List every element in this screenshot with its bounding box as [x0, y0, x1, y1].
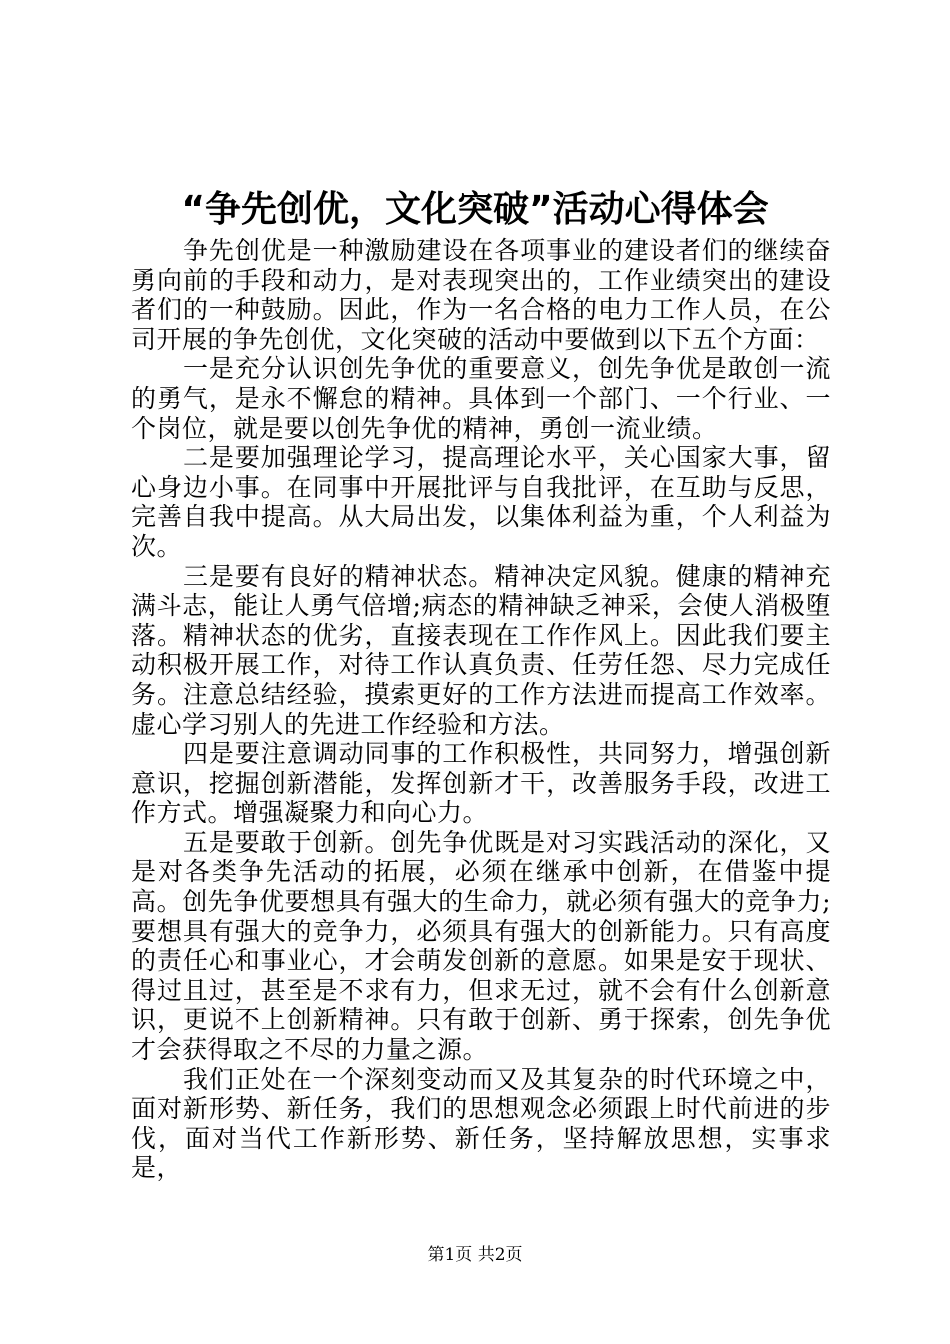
page-title: “争先创优，文化突破”活动心得体会 [181, 189, 769, 230]
paragraph-point-1: 一是充分认识创先争优的重要意义，创先争优是敢创一流的勇气，是永不懈怠的精神。具体到一个部门、一个行业、一个岗位，就是要以创先争优的精神，勇创一流业绩。 [131, 354, 831, 443]
paragraph-point-5: 五是要敢于创新。创先争优既是对习实践活动的深化，又是对各类争先活动的拓展，必须在继承中创新，在借鉴中提高。创先争优要想具有强大的生命力，就必须有强大的竞争力;要想具有强大的竞争力，必须具有强大的创新能力。只有高度的责任心和事业心，才会萌发创新的意愿。如果是安于现状、得过且过，甚至是不求有力，但求无过，就不会有什么创新意识，更说不上创新精神。只有敢于创新、勇于探索，创先争优才会获得取之不尽的力量之源。 [131, 827, 831, 1065]
paragraph-point-3: 三是要有良好的精神状态。精神决定风貌。健康的精神充满斗志，能让人勇气倍增;病态的精神缺乏神采，会使人消极堕落。精神状态的优劣，直接表现在工作作风上。因此我们要主动积极开展工作，对待工作认真负责、任劳任怨、尽力完成任务。注意总结经验，摸索更好的工作方法进而提高工作效率。虚心学习别人的先进工作经验和方法。 [131, 561, 831, 739]
page-number-footer: 第1页 共2页 [427, 1245, 523, 1265]
paragraph-point-4: 四是要注意调动同事的工作积极性，共同努力，增强创新意识，挖掘创新潜能，发挥创新才干，改善服务手段，改进工作方式。增强凝聚力和向心力。 [131, 739, 831, 828]
document-body [131, 236, 831, 1183]
paragraph-intro: 争先创优是一种激励建设在各项事业的建设者们的继续奋勇向前的手段和动力，是对表现突出的，工作业绩突出的建设者们的一种鼓励。因此，作为一名合格的电力工作人员，在公司开展的争先创优，文化突破的活动中要做到以下五个方面： [131, 236, 831, 354]
paragraph-closing: 我们正处在一个深刻变动而又及其复杂的时代环境之中，面对新形势、新任务，我们的思想观念必须跟上时代前进的步伐，面对当代工作新形势、新任务，坚持解放思想，实事求是， [131, 1064, 831, 1183]
paragraph-point-2: 二是要加强理论学习，提高理论水平，关心国家大事，留心身边小事。在同事中开展批评与自我批评，在互助与反思，完善自我中提高。从大局出发，以集体利益为重，个人利益为次。 [131, 443, 831, 561]
